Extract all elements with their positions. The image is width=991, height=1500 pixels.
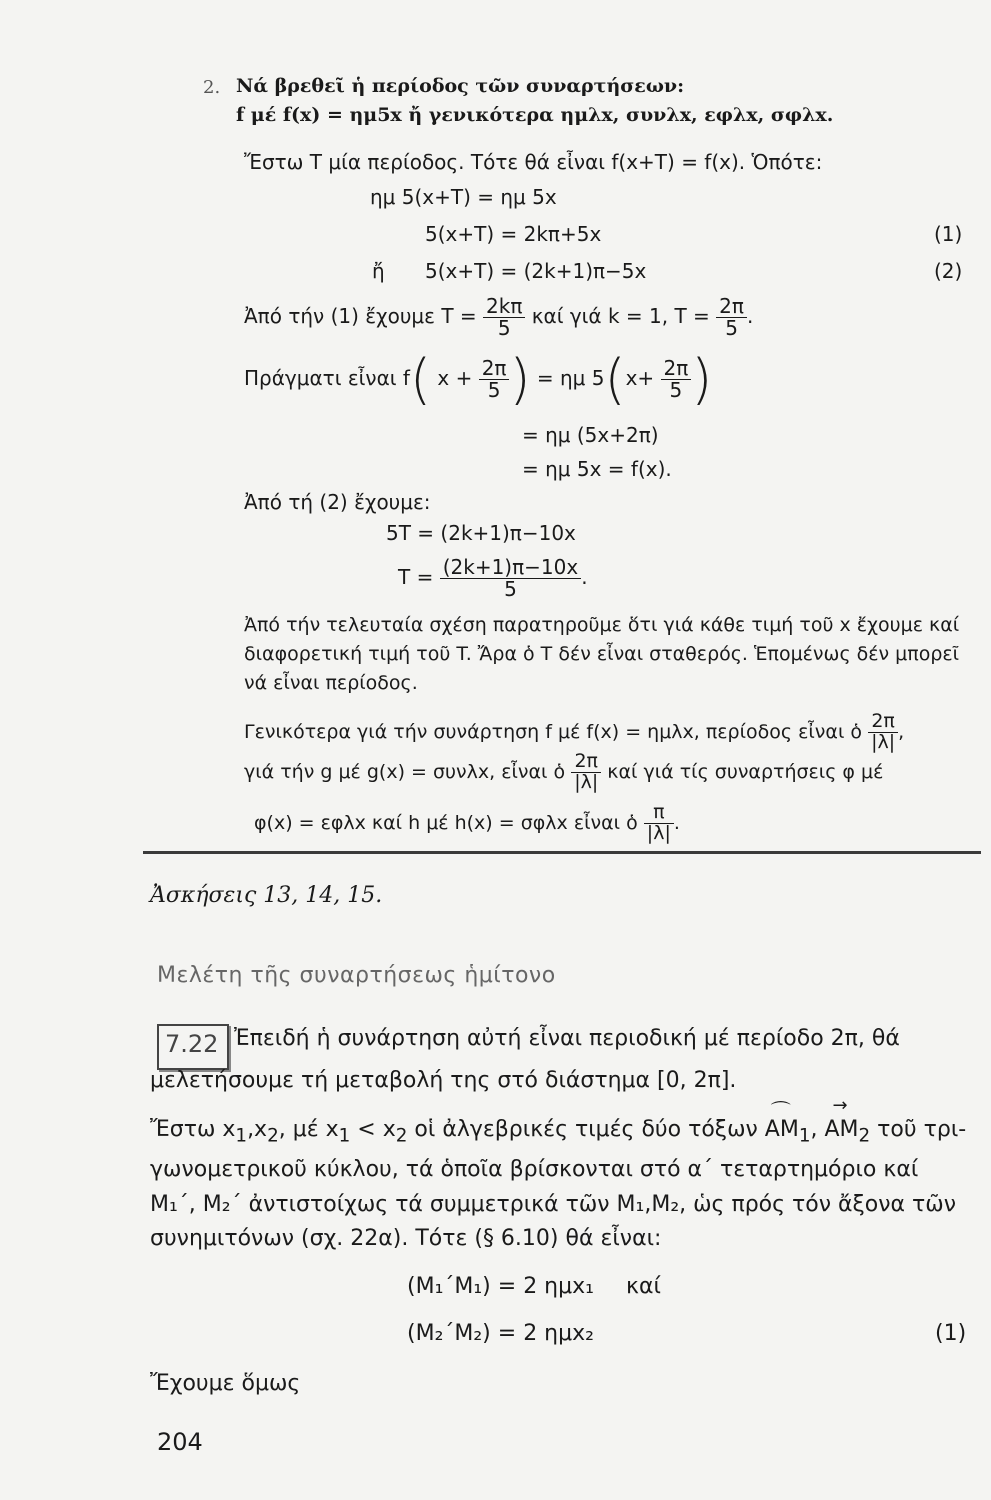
denominator: |λ| <box>868 732 898 753</box>
period: . <box>673 811 680 834</box>
denominator: 5 <box>483 317 525 339</box>
denominator: |λ| <box>571 772 601 793</box>
numerator: 2kπ <box>486 294 523 318</box>
arg-x: x+ <box>625 366 655 391</box>
numerator: 2π <box>574 750 598 772</box>
section-para2-line3: M₁΄, M₂΄ ἀντιστοίχως τά συμμετρικά τῶν M₁,M₂, ὡς πρός τόν ἄξονα τῶν <box>150 1192 956 1217</box>
numerator: 2π <box>663 356 689 381</box>
equation-2: 5(x+T) = (2k+1)π−5x <box>425 259 647 283</box>
equation-sin: ημ 5(x+T) = ημ 5x <box>370 185 557 209</box>
paragraph-line1: Ἀπό τήν τελευταία σχέση παρατηροῦμε ὅτι γιά κάθε τιμή τοῦ x ἔχουμε καί <box>244 614 960 636</box>
paragraph-line2: διαφορετική τιμή τοῦ T. Ἄρα ὁ T δέν εἶναι σταθερός. Ἑπομένως δέν μπορεῖ <box>244 643 960 665</box>
page-number: 204 <box>157 1428 203 1456</box>
verification-line <box>244 348 713 411</box>
denominator: 5 <box>479 379 510 401</box>
equation-1: 5(x+T) = 2kπ+5x <box>425 222 602 246</box>
left-paren: ( <box>604 348 626 411</box>
exercise-statement-line2: f μέ f(x) = ημ5x ἤ γενικότερα ημλx, συνλx, εφλx, σφλx. <box>236 104 834 126</box>
right-paren: ) <box>691 348 713 411</box>
equation-B: (M₂΄M₂) = 2 ημx₂ <box>407 1321 594 1346</box>
section-para2-line4: συνημιτόνων (σχ. 22α). Τότε (§ 6.10) θά εἶναι: <box>150 1226 662 1251</box>
paragraph-line3: νά εἶναι περίοδος. <box>244 672 418 694</box>
left-paren: ( <box>409 348 432 411</box>
from-eq2-text: Ἀπό τή (2) ἔχουμε: <box>244 490 431 514</box>
general-text: καί γιά τίς συναρτήσεις φ μέ <box>607 760 884 783</box>
equation-B-tag: (1) <box>935 1321 967 1346</box>
numerator: (2k+1)π−10x <box>442 555 579 579</box>
text: οἱ ἀλγεβρικές τιμές δύο τόξων <box>407 1117 765 1142</box>
subscript: 1 <box>338 1125 351 1147</box>
subscript: 1 <box>798 1125 811 1147</box>
arc-label: AM <box>764 1117 799 1142</box>
horizontal-rule <box>143 851 981 854</box>
let-period-line: Ἔστω T μία περίοδος. Τότε θά εἶναι f(x+T) = f(x). Ὁπότε: <box>244 150 823 174</box>
from-eq2-eq: 5T = (2k+1)π−10x <box>386 521 576 545</box>
general-text: γιά τήν g μέ g(x) = συνλx, εἶναι ὁ <box>244 760 566 783</box>
equation-1-tag: (1) <box>934 222 963 246</box>
arg-x: x + <box>437 366 473 391</box>
fraction-2pi-lambda <box>868 712 898 753</box>
section-last-line: Ἔχουμε ὅμως <box>150 1371 301 1396</box>
general-text: φ(x) = εφλx καί h μέ h(x) = σφλx εἶναι ὁ <box>254 811 638 834</box>
fraction-T <box>440 557 581 600</box>
text: , <box>810 1117 825 1142</box>
verification-step2: = ημ (5x+2π) <box>522 423 659 447</box>
comma: , <box>898 720 905 743</box>
text: < x <box>350 1117 396 1142</box>
from-eq1-text: Ἀπό τήν (1) ἔχουμε T = <box>244 304 477 328</box>
text: τοῦ τρι- <box>870 1117 967 1142</box>
denominator: 5 <box>440 578 581 600</box>
verification-text: Πράγματι εἶναι f <box>244 366 410 391</box>
equation-2-tag: (2) <box>934 259 963 283</box>
from-eq2-T <box>398 557 588 600</box>
equation-A-and: καί <box>626 1274 661 1299</box>
fraction-pi-lambda <box>644 803 674 844</box>
section-number: 7.22 <box>165 1030 219 1058</box>
general-line1 <box>244 712 904 753</box>
period: . <box>581 565 588 589</box>
subscript: 1 <box>235 1125 248 1147</box>
arc-AM1 <box>765 1117 811 1146</box>
exercise-statement-line1: Νά βρεθεῖ ἡ περίοδος τῶν συναρτήσεων: <box>236 75 685 97</box>
numerator: 2π <box>481 356 507 381</box>
arc-AM2 <box>824 1117 870 1146</box>
numerator: 2π <box>719 294 744 318</box>
equation-2-or: ἤ <box>372 259 385 283</box>
section-title: Μελέτη τῆς συναρτήσεως ἡμίτονο <box>157 963 556 988</box>
T-equals: T = <box>398 565 434 589</box>
section-para1-line1: Ἐπειδή ἡ συνάρτηση αὐτή εἶναι περιοδική μέ περίοδο 2π, θά <box>234 1026 900 1051</box>
subscript: 2 <box>395 1125 408 1147</box>
arc-label: AM <box>824 1117 859 1142</box>
subscript: 2 <box>267 1125 279 1147</box>
general-line2 <box>244 752 883 793</box>
text: ,x <box>247 1117 268 1142</box>
denominator: 5 <box>716 317 747 339</box>
equals-sin5: = ημ 5 <box>536 366 605 391</box>
from-eq1-mid: καί γιά k = 1, T = <box>531 304 710 328</box>
exercise-number: 2. <box>203 77 221 98</box>
numerator: π <box>653 801 665 823</box>
section-para2-line1 <box>150 1117 966 1146</box>
general-line3 <box>254 803 680 844</box>
section-para2-line2: γωνομετρικοῦ κύκλου, τά ὁποῖα βρίσκονται στό α΄ τεταρτημόριο καί <box>150 1157 919 1182</box>
text: Ἔστω x <box>150 1117 236 1142</box>
general-text: Γενικότερα γιά τήν συνάρτηση f μέ f(x) = ημλx, περίοδος εἶναι ὁ <box>244 720 863 743</box>
right-paren: ) <box>509 348 531 411</box>
equation-A: (M₁΄M₁) = 2 ημx₁ <box>407 1274 594 1299</box>
section-para1-line2: μελετήσουμε τή μεταβολή της στό διάστημα [0, 2π]. <box>150 1068 737 1093</box>
denominator: 5 <box>661 379 692 401</box>
denominator: |λ| <box>644 823 674 844</box>
fraction-2pi-5 <box>479 358 510 401</box>
fraction-2pi-lambda <box>571 752 601 793</box>
fraction-2pi-5 <box>716 296 747 339</box>
period: . <box>746 304 754 328</box>
verification-step3: = ημ 5x = f(x). <box>522 457 672 481</box>
fraction-2pi-5 <box>661 358 692 401</box>
text: , μέ x <box>278 1117 339 1142</box>
subscript: 2 <box>858 1125 871 1147</box>
from-eq1-line <box>244 296 753 339</box>
exercises-reference: Ἀσκήσεις 13, 14, 15. <box>150 883 383 908</box>
fraction-2kpi-5 <box>483 296 525 339</box>
numerator: 2π <box>871 710 895 732</box>
